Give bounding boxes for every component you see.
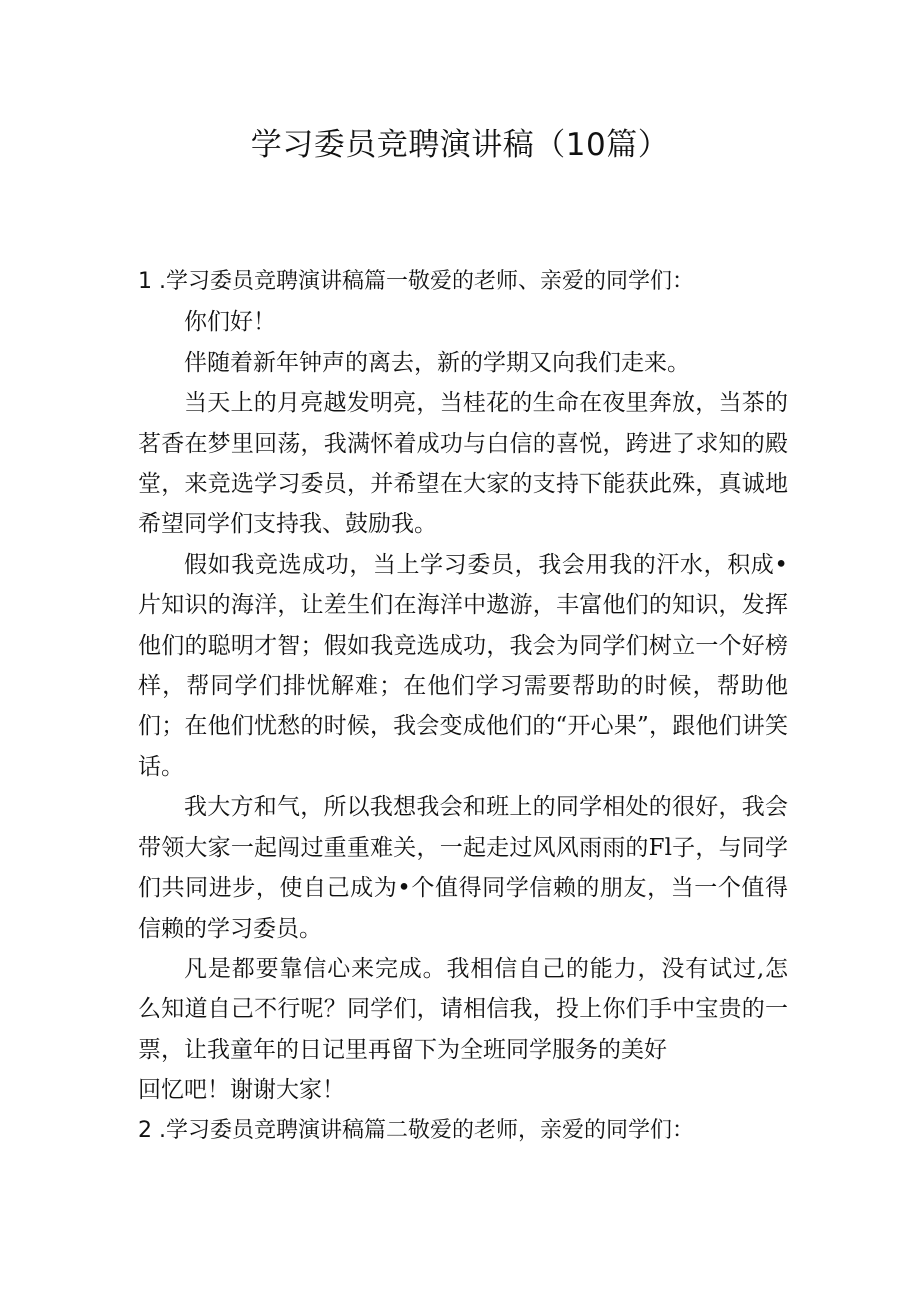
document-body — [138, 262, 788, 1151]
section-heading-1: 1 .学习委员竞聘演讲稿篇一敬爱的老师、亲爱的同学们： — [138, 269, 694, 294]
paragraph-moon: 当天上的月亮越发明亮，当桂花的生命在夜里奔放，当茶的茗香在梦里回荡，我满怀着成功与白信的喜悦，跨进了求知的殿堂，来竞选学习委员，并希望在大家的支持下能获此殊，真诚地希望同学们支持我、鼓励我。 — [138, 390, 788, 538]
section-heading-2: 2 .学习委员竞聘演讲稿篇二敬爱的老师，亲爱的同学们： — [138, 1117, 694, 1143]
paragraph-closing: 回忆吧！谢谢大家！ — [138, 1077, 345, 1104]
paragraph-character: 我大方和气，所以我想我会和班上的同学相处的很好，我会带领大家一起闯过重重难关，一起走过风风雨雨的Fl子，与同学们共同进步，使自己成为•个值得同学信赖的朋友，当一个值得信赖的学习委员。 — [138, 794, 788, 942]
paragraph-plan: 假如我竞选成功，当上学习委员，我会用我的汗水，积成•片知识的海洋，让差生们在海洋中遨游，丰富他们的知识，发挥他们的聪明才智；假如我竞选成功，我会为同学们树立一个好榜样，帮同学们排忧解难；在他们学习需要帮助的时候，帮助他们；在他们忧愁的时候，我会变成他们的“开心果”，跟他们讲笑话。 — [138, 551, 788, 780]
paragraph-intro: 伴随着新年钟声的离去，新的学期又向我们走来。 — [184, 349, 690, 376]
paragraph-confidence: 凡是都要靠信心来完成。我相信自己的能力，没有试过,怎么知道自己不行呢？同学们，请相信我，投上你们手中宝贵的一票，让我童年的日记里再留下为全班同学服务的美好 — [138, 955, 788, 1063]
paragraph-greeting: 你们好！ — [184, 309, 276, 336]
document-title: 学习委员竞聘演讲稿（10篇） — [250, 127, 670, 163]
